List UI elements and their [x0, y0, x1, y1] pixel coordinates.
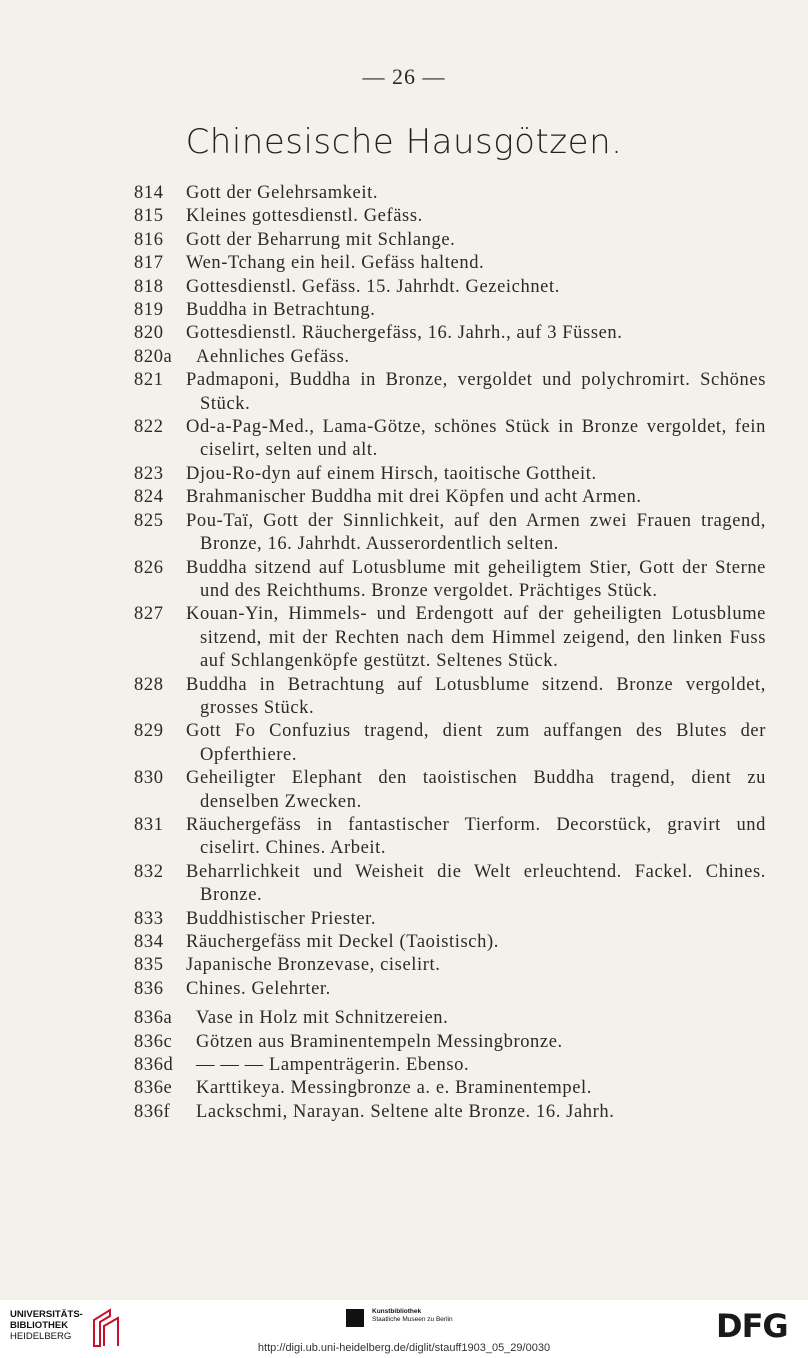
catalog-entry: [134, 510, 766, 557]
entry-description: — — — Lampenträgerin. Ebenso.: [196, 1055, 470, 1076]
entry-number: 828: [134, 674, 164, 695]
catalog-entry: [134, 369, 766, 416]
catalog-entry: [134, 416, 766, 463]
kunstbibliothek-name: Kunstbibliothek: [372, 1308, 422, 1315]
entry-number: 820: [134, 323, 164, 344]
source-url-link[interactable]: http://digi.ub.uni-heidelberg.de/diglit/stauff1903_05_29/0030: [257, 1342, 551, 1354]
entry-description: Wen-Tchang ein heil. Gefäss haltend.: [186, 253, 485, 274]
entry-description: Buddha in Betrachtung auf Lotusblume sitzend. Bronze vergoldet, grosses Stück.: [186, 674, 766, 718]
entry-description: Aehnliches Gefäss.: [196, 346, 350, 367]
catalog-entry: [134, 229, 766, 252]
entry-number: 836a: [134, 1008, 173, 1029]
entry-description: Räuchergefäss in fantastischer Tierform. Decorstück, gravirt und ciselirt. Chines. Arbeit.: [186, 814, 766, 859]
entry-description: Buddhistischer Priester.: [186, 908, 377, 929]
entry-description: Gott Fo Confuzius tragend, dient zum auffangen des Blutes der Opferthiere.: [186, 721, 766, 765]
library-name-line3: HEIDELBERG: [10, 1331, 72, 1342]
catalog-entry-list: [134, 182, 766, 1124]
entry-number: 831: [134, 814, 164, 835]
entry-description: Buddha sitzend auf Lotusblume mit geheiligtem Stier, Gott der Sterne und des Reichthums. Bronze vergoldet. Prächtiges Stück.: [186, 557, 766, 601]
catalog-entry: [134, 767, 766, 814]
entry-description: Gott der Gelehrsamkeit.: [186, 183, 379, 203]
catalog-entry: [134, 674, 766, 721]
entry-number: 836: [134, 978, 164, 999]
entry-description: Geheiligter Elephant den taoistischen Buddha tragend, dient zu denselben Zwecken.: [186, 768, 766, 812]
catalog-entry: [134, 720, 766, 767]
catalog-entry: [134, 1007, 766, 1030]
entry-number: 826: [134, 557, 164, 578]
entry-number: 814: [134, 183, 164, 203]
catalog-entry: [134, 182, 766, 205]
entry-description: Gott der Beharrung mit Schlange.: [186, 229, 456, 250]
entry-number: 815: [134, 206, 164, 227]
entry-number: 827: [134, 604, 164, 625]
entry-description: Kouan-Yin, Himmels- und Erdengott auf der geheiligten Lotusblume sitzend, mit der Rechten nach dem Himmel zeigend, den linken Fuss auf Schlangenköpfe gestützt. Seltenes Stück.: [186, 604, 766, 672]
catalog-entry: [134, 463, 766, 486]
catalog-entry: [134, 1031, 766, 1054]
entry-number: 823: [134, 463, 164, 484]
entry-description: Beharrlichkeit und Weisheit die Welt erleuchtend. Fackel. Chines. Bronze.: [186, 861, 766, 906]
entry-description: Lackschmi, Narayan. Seltene alte Bronze. 16. Jahrh.: [196, 1101, 615, 1122]
page-number: — 26 —: [362, 64, 446, 89]
entry-description: Gottesdienstl. Gefäss. 15. Jahrhdt. Gezeichnet.: [186, 276, 560, 297]
entry-number: 818: [134, 276, 164, 297]
catalog-entry: [134, 346, 766, 369]
entry-description: Chines. Gelehrter.: [186, 978, 331, 999]
entry-number: 836d: [134, 1055, 174, 1076]
entry-description: Räuchergefäss mit Deckel (Taoistisch).: [186, 932, 499, 952]
entry-description: Djou-Ro-dyn auf einem Hirsch, taoitische Gottheit.: [186, 463, 597, 484]
entry-number: 820a: [134, 346, 173, 367]
library-name-line2: BIBLIOTHEK: [10, 1320, 69, 1331]
catalog-entry: [134, 908, 766, 931]
entry-number: 817: [134, 253, 164, 274]
footer-bar: [0, 1300, 808, 1358]
entry-description: Vase in Holz mit Schnitzereien.: [196, 1008, 449, 1029]
catalog-entry: [134, 1077, 766, 1100]
catalog-entry: [134, 954, 766, 977]
entry-description: Pou-Taï, Gott der Sinnlichkeit, auf den Armen zwei Frauen tragend, Bronze, 16. Jahrhdt. Ausserordentlich selten.: [186, 510, 766, 555]
catalog-entry: [134, 252, 766, 275]
entry-number: 824: [134, 487, 164, 508]
entry-number: 822: [134, 417, 164, 438]
entry-number: 832: [134, 861, 164, 882]
entry-number: 833: [134, 908, 164, 929]
entry-description: Buddha in Betrachtung.: [186, 300, 376, 321]
entry-number: 830: [134, 768, 164, 789]
library-name-line1: UNIVERSITÄTS-: [10, 1309, 83, 1320]
catalog-entry: [134, 1101, 766, 1124]
catalog-entry: [134, 557, 766, 604]
entry-description: Japanische Bronzevase, ciselirt.: [186, 955, 441, 976]
entry-number: 836c: [134, 1031, 173, 1052]
entry-description: Gottesdienstl. Räuchergefäss, 16. Jahrh., auf 3 Füssen.: [186, 323, 623, 344]
kunstbibliothek-square-icon: [346, 1309, 364, 1327]
entry-number: 825: [134, 510, 164, 531]
catalog-entry: [134, 322, 766, 345]
catalog-entry: [134, 861, 766, 908]
entry-description: Brahmanischer Buddha mit drei Köpfen und acht Armen.: [186, 487, 642, 508]
catalog-entry: [134, 814, 766, 861]
entry-number: 819: [134, 300, 164, 321]
kunstbibliothek-subtitle: Staatliche Museen zu Berlin: [372, 1316, 453, 1323]
catalog-entry: [134, 299, 766, 322]
entry-description: Od-a-Pag-Med., Lama-Götze, schönes Stück in Bronze vergoldet, fein ciselirt, selten und alt.: [186, 417, 766, 461]
entry-number: 836e: [134, 1078, 173, 1099]
catalog-entry: [134, 931, 766, 954]
catalog-entry: [134, 486, 766, 509]
dfg-logo[interactable]: DFG: [716, 1307, 788, 1345]
entry-number: 834: [134, 932, 164, 952]
entry-description: Kleines gottesdienstl. Gefäss.: [186, 206, 423, 227]
entry-number: 836f: [134, 1101, 171, 1122]
catalog-entry: [134, 1054, 766, 1077]
entry-number: 816: [134, 229, 164, 250]
entry-number: 821: [134, 370, 164, 391]
entry-description: Götzen aus Braminentempeln Messingbronze.: [196, 1031, 563, 1052]
entry-description: Karttikeya. Messingbronze a. e. Braminentempel.: [196, 1078, 593, 1099]
entry-description: Padmaponi, Buddha in Bronze, vergoldet und polychromirt. Schönes Stück.: [186, 370, 766, 414]
catalog-entry: [134, 978, 766, 1001]
kunstbibliothek-logo[interactable]: [346, 1307, 496, 1333]
entry-number: 829: [134, 721, 164, 742]
catalog-entry: [134, 276, 766, 299]
page-title: Chinesische Hausgötzen.: [185, 122, 623, 162]
catalog-entry: [134, 205, 766, 228]
entry-number: 835: [134, 955, 164, 976]
catalog-entry: [134, 603, 766, 673]
